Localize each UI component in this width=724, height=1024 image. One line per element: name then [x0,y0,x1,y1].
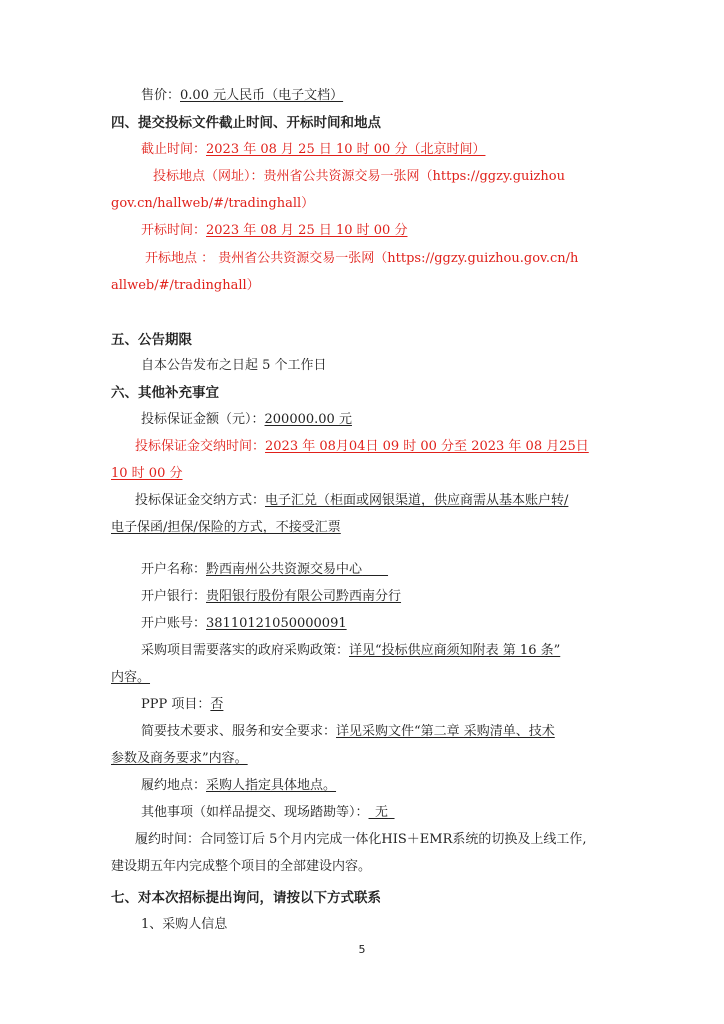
performance-place-line [141,777,336,795]
bond-time-label: 投标保证金交纳时间： [135,439,266,454]
performance-place-label: 履约地点： [141,778,207,793]
policy-value-2: 内容。 [111,670,151,685]
requirements-line-1 [141,723,555,741]
bond-time-value-1: 2023 年 08月04日 09 时 00 分至 2023 年 08 月25日 [265,439,589,454]
other-matters-value: 无 [375,805,389,820]
requirements-label: 简要技术要求、服务和安全要求： [141,724,337,739]
section-5-heading: 五、公告期限 [111,332,192,348]
requirements-value-2: 参数及商务要求”内容。 [111,751,248,766]
bond-amount-label: 投标保证金额（元）： [141,412,265,427]
bond-amount-value: 200000.00 元 [264,412,352,427]
bond-amount-line [141,411,352,429]
submit-location-line-2: gov.cn/hallweb/#/tradinghall） [111,196,315,211]
open-time-value: 2023 年 08 月 25 日 10 时 00 分 [206,223,408,238]
deadline-line [141,141,485,159]
policy-line-1 [141,642,560,660]
ppp-label: PPP 项目： [141,697,211,712]
account-number-line [141,615,347,633]
policy-value-1: 详见“投标供应商须知附表 第 16 条” [349,643,561,658]
ppp-value: 否 [210,697,224,712]
open-location-line-2: allweb/#/tradinghall） [111,278,260,293]
bond-time-line-1 [135,438,589,456]
account-name-value: 黔西南州公共资源交易中心 [206,562,363,577]
price-line [141,87,343,105]
submit-location-line-1: 投标地点（网址）：贵州省公共资源交易一张网（https://ggzy.guizhou [153,169,565,184]
section-6-heading: 六、其他补充事宜 [111,385,219,401]
performance-time-line-1: 履约时间：合同签订后 5个月内完成一体化HIS＋EMR系统的切换及上线工作, [135,832,587,847]
policy-label: 采购项目需要落实的政府采购政策： [141,643,350,658]
account-number-label: 开户账号： [141,616,207,631]
section-4-heading: 四、提交投标文件截止时间、开标时间和地点 [111,115,381,131]
account-name-line [141,561,388,579]
bond-method-label: 投标保证金交纳方式： [135,493,266,508]
bond-time-value-2: 10 时 00 分 [111,466,183,481]
section-7-heading: 七、对本次招标提出询问，请按以下方式联系 [111,890,381,906]
performance-time-line-2: 建设期五年内完成整个项目的全部建设内容。 [111,859,372,874]
deadline-label: 截止时间： [141,142,207,157]
open-time-line [141,222,407,240]
bond-method-line-1 [135,492,568,510]
price-label: 售价： [141,88,181,103]
account-name-label: 开户名称： [141,562,207,577]
purchaser-info-item: 1、采购人信息 [141,917,228,932]
ppp-line [141,696,223,714]
price-value: 0.00 元人民币（电子文档） [180,88,344,103]
bond-method-value-2: 电子保函/担保/保险的方式，不接受汇票 [111,520,341,535]
open-time-label: 开标时间： [141,223,207,238]
other-matters-line [141,804,395,822]
bank-line [141,588,401,606]
other-matters-label: 其他事项（如样品提交、现场踏勘等）： [141,805,369,820]
page-number: 5 [358,943,366,956]
deadline-value: 2023 年 08 月 25 日 10 时 00 分（北京时间） [206,142,486,157]
notice-period-text: 自本公告发布之日起 5 个工作日 [141,358,327,373]
open-location-line-1: 开标地点 ： 贵州省公共资源交易一张网（https://ggzy.guizhou.gov.cn/h [145,251,579,266]
bank-value: 贵阳银行股份有限公司黔西南分行 [206,589,402,604]
performance-place-value: 采购人指定具体地点。 [206,778,337,793]
bank-label: 开户银行： [141,589,207,604]
requirements-value-1: 详见采购文件“第二章 采购清单、技术 [336,724,555,739]
bond-method-value-1: 电子汇兑（柜面或网银渠道，供应商需从基本账户转/ [265,493,569,508]
account-number-value: 38110121050000091 [206,616,347,631]
